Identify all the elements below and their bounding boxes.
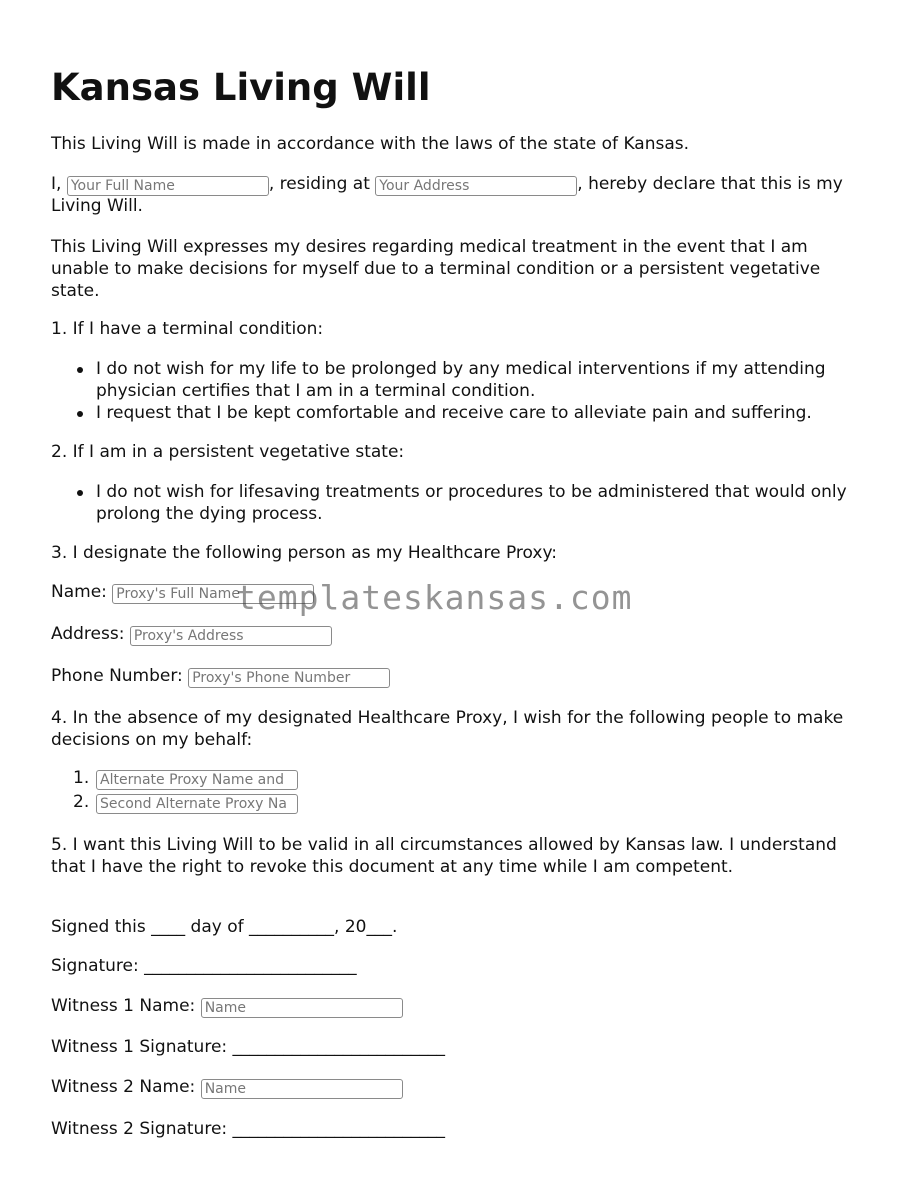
- witness1-signature-line: Witness 1 Signature: _________________________: [51, 1037, 446, 1057]
- proxy-address-row: [51, 623, 871, 645]
- witness1-name-row: [51, 995, 871, 1017]
- declaration-middle: , residing at: [268, 174, 370, 194]
- witness2-name-row: [51, 1076, 871, 1098]
- section5-paragraph: 5. I want this Living Will to be valid in all circumstances allowed by Kansas law. I understand that I have the right to revoke this document at any time while I am competent.: [51, 835, 837, 877]
- intro-paragraph: This Living Will is made in accordance with the laws of the state of Kansas.: [51, 134, 690, 154]
- watermark: templateskansas.com: [236, 578, 633, 617]
- alternate-proxy-input-1[interactable]: [96, 770, 298, 790]
- proxy-phone-input[interactable]: [188, 668, 390, 688]
- witness1-name-input[interactable]: [201, 998, 403, 1018]
- page-title: Kansas Living Will: [51, 66, 431, 109]
- declaration-prefix: I,: [51, 174, 62, 194]
- alternate-proxy-input-2[interactable]: [96, 794, 298, 814]
- proxy-name-input[interactable]: [112, 584, 314, 604]
- alternate-proxy-list: [51, 767, 871, 815]
- list-item: [51, 791, 871, 815]
- proxy-phone-row: [51, 665, 871, 687]
- section2-list: [51, 481, 871, 525]
- section3-heading: 3. I designate the following person as my Healthcare Proxy:: [51, 543, 558, 563]
- witness2-name-label: Witness 2 Name:: [51, 1077, 196, 1097]
- declaration-suffix: , hereby declare that this is my Living Will.: [51, 174, 843, 216]
- witness2-signature-line: Witness 2 Signature: _________________________: [51, 1119, 446, 1139]
- proxy-name-label: Name:: [51, 582, 107, 602]
- declaration-paragraph: [51, 173, 871, 217]
- proxy-phone-label: Phone Number:: [51, 666, 183, 686]
- list-number: 1.: [73, 768, 90, 788]
- proxy-address-input[interactable]: [130, 626, 332, 646]
- address-input[interactable]: [375, 176, 577, 196]
- list-item: I do not wish for my life to be prolonged by any medical interventions if my attending physician certifies that I am in a terminal condition.: [51, 358, 871, 402]
- section4-heading: 4. In the absence of my designated Healthcare Proxy, I wish for the following people to make decisions on my behalf:: [51, 708, 844, 750]
- list-number: 2.: [73, 792, 90, 812]
- signature-line: Signature: _________________________: [51, 956, 357, 976]
- purpose-paragraph: This Living Will expresses my desires regarding medical treatment in the event that I am unable to make decisions for myself due to a terminal condition or a persistent vegetative state.: [51, 237, 821, 301]
- list-item: I do not wish for lifesaving treatments or procedures to be administered that would only prolong the dying process.: [51, 481, 871, 525]
- signed-date-line: Signed this ____ day of __________, 20___.: [51, 917, 398, 937]
- witness1-name-label: Witness 1 Name:: [51, 996, 196, 1016]
- section1-heading: 1. If I have a terminal condition:: [51, 319, 324, 339]
- list-item: I request that I be kept comfortable and receive care to alleviate pain and suffering.: [51, 402, 871, 424]
- list-item: [51, 767, 871, 791]
- proxy-name-row: [51, 581, 871, 603]
- proxy-address-label: Address:: [51, 624, 125, 644]
- section2-heading: 2. If I am in a persistent vegetative state:: [51, 442, 405, 462]
- full-name-input[interactable]: [67, 176, 269, 196]
- witness2-name-input[interactable]: [201, 1079, 403, 1099]
- section1-list: [51, 358, 871, 424]
